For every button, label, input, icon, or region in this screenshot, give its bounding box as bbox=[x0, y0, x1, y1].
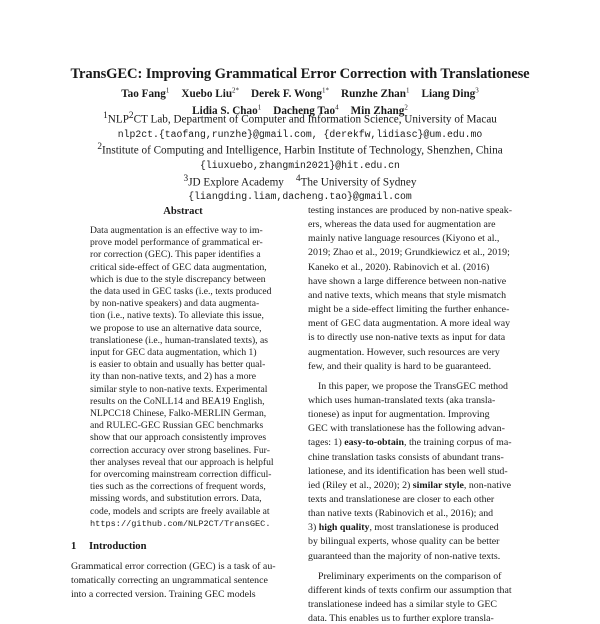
abstract-line: Data augmentation is an effective way to im- bbox=[90, 225, 263, 236]
abstract-line: by non-native speakers) and data augmenta- bbox=[90, 298, 260, 310]
abstract-line: correction accuracy over strong baselines. Fur- bbox=[90, 444, 270, 456]
author-name: Min Zhang$^2$ bbox=[350, 103, 408, 118]
affiliation-mark: 4 bbox=[295, 173, 301, 184]
body-line: chine translation tasks consists of abundant trans- bbox=[308, 451, 504, 463]
abstract-line: is easier to obtain and usually has better qual- bbox=[90, 359, 266, 371]
introduction-line: Grammatical error correction (GEC) is a task of au- bbox=[71, 561, 276, 572]
body-line: ment of GEC data augmentation. A more ideal way bbox=[308, 318, 511, 330]
affiliation-email: nlp2ct.{taofang,runzhe}@gmail.com, {derekfw,lidiasc}@um.edu.mo bbox=[117, 128, 483, 140]
affiliation-line bbox=[40, 190, 560, 204]
body-line: GEC with translationese has the following advan- bbox=[308, 423, 505, 435]
author-line-1 bbox=[40, 84, 560, 101]
abstract-line: ties such as the corrections of frequent words, bbox=[90, 481, 266, 493]
body-line: guaranteed than the majority of non-native texts. bbox=[308, 550, 501, 562]
section-number: 1 bbox=[71, 541, 77, 552]
author-affiliation-mark: 2 bbox=[404, 103, 408, 112]
advantage-keyword: high quality bbox=[318, 522, 370, 534]
affiliation-text: Institute of Computing and Intelligence, Harbin Institute of Technology, Shenzhen, China bbox=[102, 145, 503, 158]
author-name: Xuebo Liu$^{2*}$ bbox=[181, 86, 240, 100]
body-line: In this paper, we propose the TransGEC method bbox=[318, 380, 508, 392]
section-heading-introduction bbox=[71, 541, 147, 552]
body-line: by bilingual experts, whose quality can be better bbox=[308, 536, 500, 548]
advantage-keyword: similar style bbox=[412, 479, 464, 491]
body-line: lationese, and its identification has been well stud- bbox=[308, 465, 508, 477]
affiliation-text: JD Explore Academy bbox=[188, 176, 284, 189]
affiliation-text: The University of Sydney bbox=[300, 176, 417, 189]
abstract-line: ror correction (GEC). This paper identifies a bbox=[90, 249, 261, 261]
abstract-line: for overcoming mainstream correction difficul- bbox=[90, 469, 272, 480]
paper-title: TransGEC: Improving Grammatical Error Correction with Translationese bbox=[70, 66, 530, 82]
abstract-line: similar style to non-native texts. Experimental bbox=[90, 383, 268, 395]
body-line: translationese indeed has a similar style to GEC bbox=[308, 599, 497, 611]
abstract-line: and RULEC-GEC Russian GEC benchmarks bbox=[90, 420, 264, 432]
abstract-line: input for GEC data augmentation, which 1) bbox=[90, 347, 257, 358]
abstract-heading: Abstract bbox=[163, 206, 203, 217]
affiliation-email: {liangding.liam,dacheng.tao}@gmail.com bbox=[188, 191, 412, 203]
abstract-line: translationese (i.e., human-translated texts), as bbox=[90, 334, 268, 346]
body-line: ied (Riley et al., 2020); 2) similar style, non-native bbox=[308, 479, 512, 491]
abstract-url: https://github.com/NLP2CT/TransGEC. bbox=[90, 518, 271, 529]
author-name: Lidia S. Chao$^1$ bbox=[192, 103, 262, 118]
body-line: is to directly use non-native texts as input for data bbox=[308, 332, 506, 344]
abstract-line: critical side-effect of GEC data augmentation, bbox=[90, 261, 267, 273]
author-affiliation-mark: 1* bbox=[322, 86, 330, 94]
body-line: augmentation. However, such resources are very bbox=[308, 346, 500, 358]
body-line: tages: 1) easy-to-obtain, the training corpus of ma- bbox=[308, 437, 512, 449]
introduction-line: into a corrected version. Training GEC models bbox=[71, 589, 256, 601]
body-line: tionese) as input for augmentation. Improving bbox=[308, 409, 490, 421]
author-affiliation-mark: 1 bbox=[257, 103, 262, 112]
body-line: 3) high quality, most translationese is produced bbox=[308, 522, 499, 534]
abstract-line: ity than non-native texts, and 2) has a more bbox=[90, 371, 256, 383]
body-line: which uses human-translated texts (aka transla- bbox=[308, 394, 496, 406]
abstract-line: prove model performance of grammatical er- bbox=[90, 237, 263, 249]
abstract-line: code, models and scripts are freely available at bbox=[90, 505, 270, 517]
author-affiliation-mark: 4 bbox=[335, 103, 339, 112]
abstract-line: show that our approach consistently improves bbox=[90, 432, 267, 444]
body-line: than native texts (Rabinovich et al., 2016); and bbox=[308, 508, 494, 520]
body-line: mainly native language resources (Kiyono et al., bbox=[308, 233, 500, 245]
body-line: testing instances are produced by non-native speak- bbox=[308, 205, 513, 216]
affiliation-mark: 3 bbox=[183, 173, 189, 184]
affiliation-mark: 2 bbox=[97, 142, 103, 153]
abstract-line: the data used in GEC tasks (i.e., texts produced bbox=[90, 286, 272, 297]
abstract-line: missing words, and substitution errors. Data, bbox=[90, 493, 262, 505]
abstract-line: tion (i.e., native texts). To alleviate this issue, bbox=[90, 310, 264, 322]
author-name: Derek F. Wong$^{1*}$ bbox=[251, 86, 330, 100]
author-name: Liang Ding$^3$ bbox=[421, 86, 479, 100]
author-name: Runzhe Zhan$^1$ bbox=[341, 86, 410, 100]
affiliation-line bbox=[40, 159, 560, 173]
author-name: Tao Fang$^1$ bbox=[121, 86, 170, 100]
affiliation-line bbox=[40, 110, 560, 128]
affiliation-line bbox=[40, 173, 560, 191]
body-line: ers, whereas the data used for augmentation are bbox=[308, 219, 496, 231]
author-affiliation-mark: 1 bbox=[406, 86, 410, 94]
body-line: 2019; Zhao et al., 2019; Grundkiewicz et al., 2019; bbox=[308, 247, 510, 259]
affiliation-text: NLP bbox=[107, 113, 129, 126]
section-title: Introduction bbox=[89, 541, 147, 552]
affiliation-text: CT Lab, Department of Computer and Information Science, University of Macau bbox=[133, 113, 497, 126]
author-name: Dacheng Tao$^4$ bbox=[273, 103, 339, 118]
affiliation-mark: 1 bbox=[103, 111, 108, 121]
body-line: texts and translationese are closer to each other bbox=[308, 494, 495, 505]
body-line: different kinds of texts confirm our assumption that bbox=[308, 584, 512, 596]
body-line: and native texts, which means that style mismatch bbox=[308, 289, 507, 301]
author-affiliation-mark: 3 bbox=[475, 86, 479, 94]
author-affiliation-mark: 2* bbox=[232, 86, 240, 94]
introduction-line: tomatically correcting an ungrammatical sentence bbox=[71, 575, 268, 587]
abstract-line: which is due to the style discrepancy between bbox=[90, 273, 266, 285]
abstract-line: results on the CoNLL14 and BEA19 English, bbox=[90, 395, 265, 407]
affiliation-line bbox=[40, 141, 560, 159]
abstract-line: ther analyses reveal that our approach is helpful bbox=[90, 456, 274, 468]
affiliation-mark: 2 bbox=[128, 111, 134, 121]
body-line: Kaneko et al., 2020). Rabinovich et al. (2016) bbox=[308, 261, 490, 273]
affiliations bbox=[40, 110, 560, 204]
body-line: might be a side-effect limiting the further enhance- bbox=[308, 304, 510, 316]
affiliation-email: {liuxuebo,zhangmin2021}@hit.edu.cn bbox=[200, 159, 400, 171]
body-line: few, and their quality is hard to be guaranteed. bbox=[308, 360, 492, 372]
advantage-keyword: easy-to-obtain bbox=[344, 437, 404, 449]
affiliation-line bbox=[40, 128, 560, 142]
body-line: have shown a large difference between non-native bbox=[308, 275, 507, 287]
abstract-line: NLPCC18 Chinese, Falko-MERLIN German, bbox=[90, 408, 267, 419]
body-line: Preliminary experiments on the comparison of bbox=[318, 570, 502, 582]
abstract-line: we propose to use an alternative data source, bbox=[90, 322, 262, 334]
author-affiliation-mark: 1 bbox=[165, 86, 170, 94]
body-line: data. This enables us to further explore transla- bbox=[308, 613, 494, 624]
